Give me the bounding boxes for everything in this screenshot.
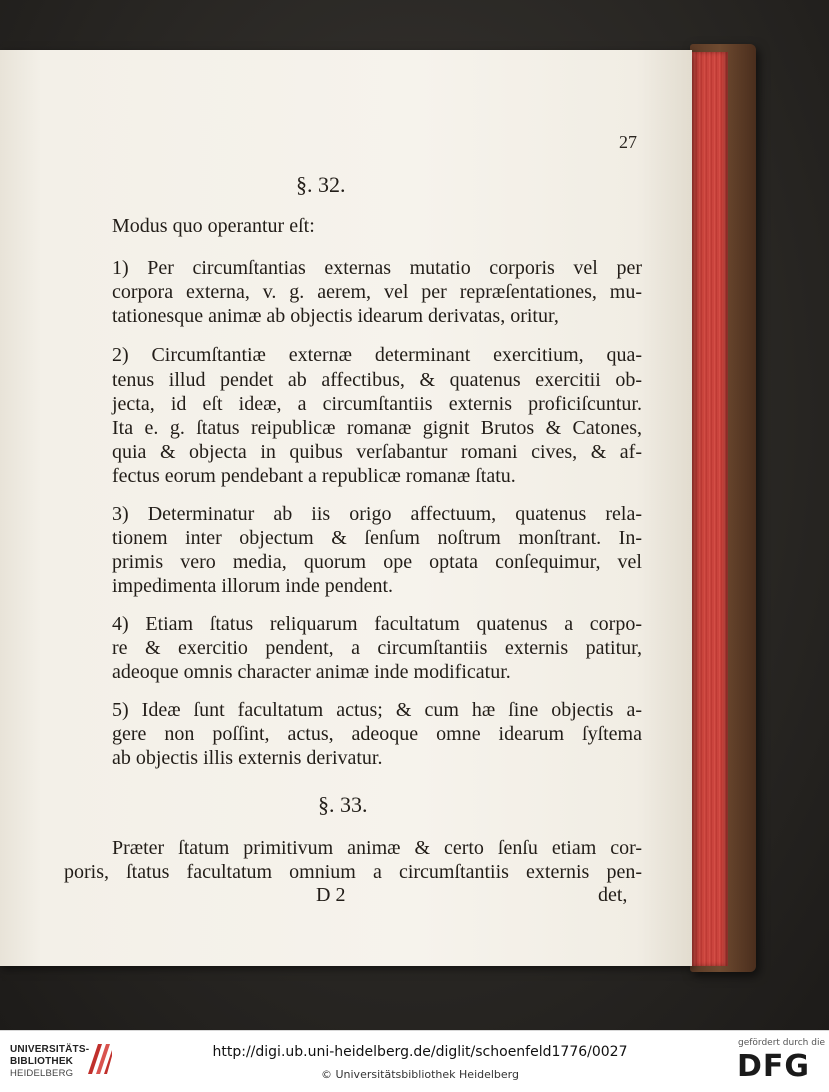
permalink-url[interactable]: http://digi.ub.uni-heidelberg.de/diglit/schoenfeld1776/0027: [212, 1044, 628, 1060]
text-line: adeoque omnis character animæ inde modificatur.: [112, 661, 511, 683]
page-edge: [688, 52, 728, 966]
text-line: 1) Per circumſtantias externas mutatio corporis vel per: [112, 257, 642, 279]
text-line: tionem inter objectum & ſenſum noſtrum monſtrant. In-: [112, 527, 642, 549]
dfg-logo: DFG: [737, 1049, 811, 1084]
text-line: tationesque animæ ab objectis idearum derivatas, oritur,: [112, 305, 559, 327]
text-line: Præter ſtatum primitivum animæ & certo ſenſu etiam cor-: [112, 837, 642, 859]
intro-line: Modus quo operantur eſt:: [112, 215, 315, 237]
text-line: primis vero media, quorum ope optata conſequimur, vel: [112, 551, 642, 573]
text-line: impedimenta illorum inde pendent.: [112, 575, 394, 597]
text-line: poris, ſtatus facultatum omnium a circumſtantiis externis pen-: [64, 861, 642, 883]
text-line: quia & objecta in quibus verſabantur romani cives, & af-: [112, 441, 642, 463]
funded-by-label: gefördert durch die: [738, 1038, 825, 1048]
catchword: det,: [598, 884, 628, 906]
library-logo-icon: [84, 1040, 114, 1078]
text-line: 2) Circumſtantiæ externæ determinant exercitium, qua-: [112, 344, 642, 366]
text-line: gere non poſſint, actus, adeoque omne idearum ſyſtema: [112, 723, 642, 745]
page-number: 27: [619, 132, 637, 152]
copyright-text: © Universitätsbibliothek Heidelberg: [320, 1068, 519, 1081]
text-line: jecta, id eſt ideæ, a circumſtantiis externis proficiſcuntur.: [112, 393, 642, 415]
text-line: 4) Etiam ſtatus reliquarum facultatum quatenus a corpo-: [112, 613, 642, 635]
text-line: 3) Determinatur ab iis origo affectuum, quatenus rela-: [112, 503, 642, 525]
text-line: corpora externa, v. g. aerem, vel per repræſentationes, mu-: [112, 281, 642, 303]
text-line: ab objectis illis externis derivatur.: [112, 747, 383, 769]
signature-mark: D 2: [316, 884, 346, 906]
footer-banner: [0, 1030, 829, 1092]
text-line: fectus eorum pendebant a republicæ romanæ ſtatu.: [112, 465, 516, 487]
text-line: tenus illud pendet ab affectibus, & quatenus exercitii ob-: [112, 369, 642, 391]
library-name-line1: UNIVERSITÄTS-: [10, 1044, 90, 1055]
text-line: Ita e. g. ſtatus reipublicæ romanæ gignit Brutos & Catones,: [112, 417, 642, 439]
text-line: re & exercitio pendent, a circumſtantiis externis patitur,: [112, 637, 642, 659]
section-heading-33: §. 33.: [318, 792, 368, 817]
library-name-line2: BIBLIOTHEK: [10, 1056, 74, 1067]
text-line: 5) Ideæ ſunt facultatum actus; & cum hæ ſine objectis a-: [112, 699, 642, 721]
library-name-line3: HEIDELBERG: [10, 1068, 74, 1079]
section-heading-32: §. 32.: [296, 172, 346, 197]
